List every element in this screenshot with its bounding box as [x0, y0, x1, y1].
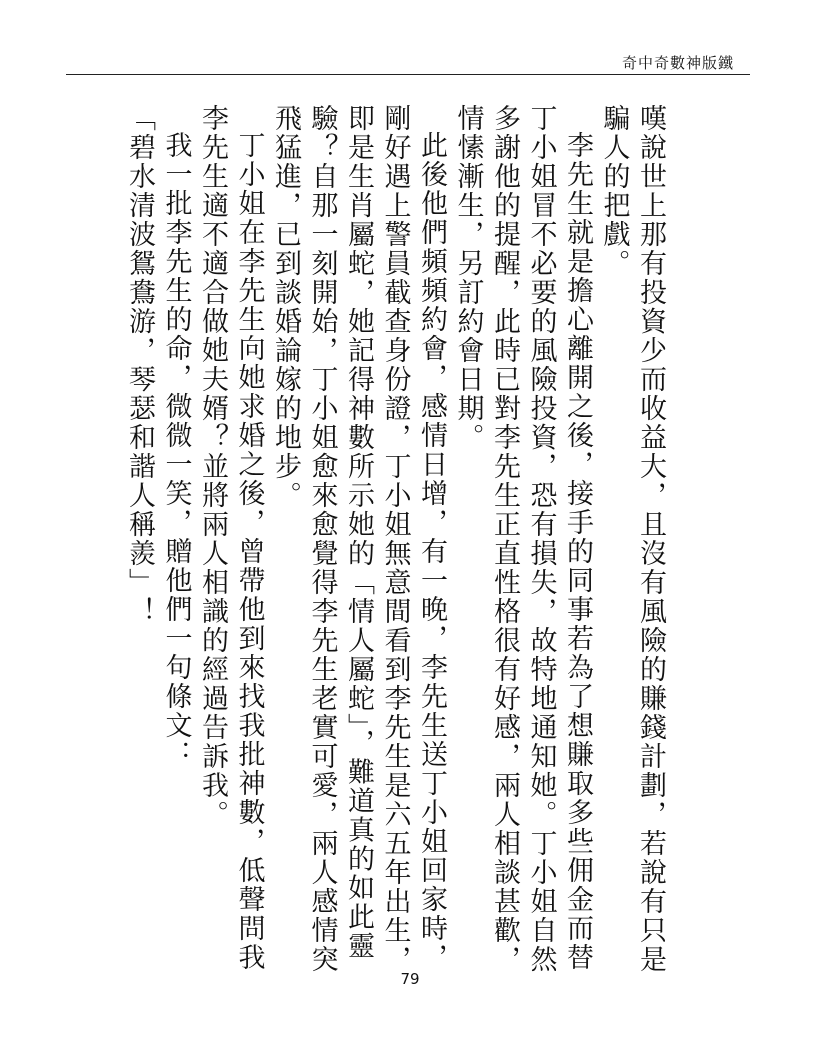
- paragraph-3: 此後他們頻頻約會，感情日增，有一晚，李先生送丁小姐回家時，剛好遇上警員截查身份證，丁小姐無意間看到李先生是六五年出生，即是生肖屬蛇，她記得神數所示她的「情人屬蛇」，難道真的如此靈驗？自那一刻開始，丁小姐愈來愈覺得李先生老實可愛，兩人感情突飛猛進，已到談婚論嫁的地步。: [270, 104, 447, 974]
- paragraph-5: 我一批李先生的命，微微一笑，贈他們一句條文：: [160, 131, 192, 769]
- vertical-body-text: [121, 104, 669, 984]
- paragraph-1: 嘆說世上那有投資少而收益大，且沒有風險的賺錢計劃，若說有只是騙人的把戲。: [598, 104, 666, 974]
- paragraph-4: 丁小姐在李先生向她求婚之後，曾帶他到來找我批神數，低聲問我李先生適不適合做她夫婿？並將兩人相識的經過告訴我。: [197, 104, 265, 972]
- paragraph-2: 李先生就是擔心離開之後，接手的同事若為了想賺取多些佣金而替丁小姐冒不必要的風險投資，恐有損失，故特地通知她。丁小姐自然多謝他的提醒，此時已對李先生正直性格很有好感，兩人相談甚歡，情愫漸生，另訂約會日期。: [452, 104, 593, 974]
- page-number: 79: [400, 970, 420, 988]
- running-header-title: 奇中奇數神版鐵: [622, 54, 735, 72]
- header-divider: [66, 74, 750, 75]
- quoted-verse: 「碧水清波鴛鴦游，琴瑟和諧人稱羨」！: [124, 104, 155, 626]
